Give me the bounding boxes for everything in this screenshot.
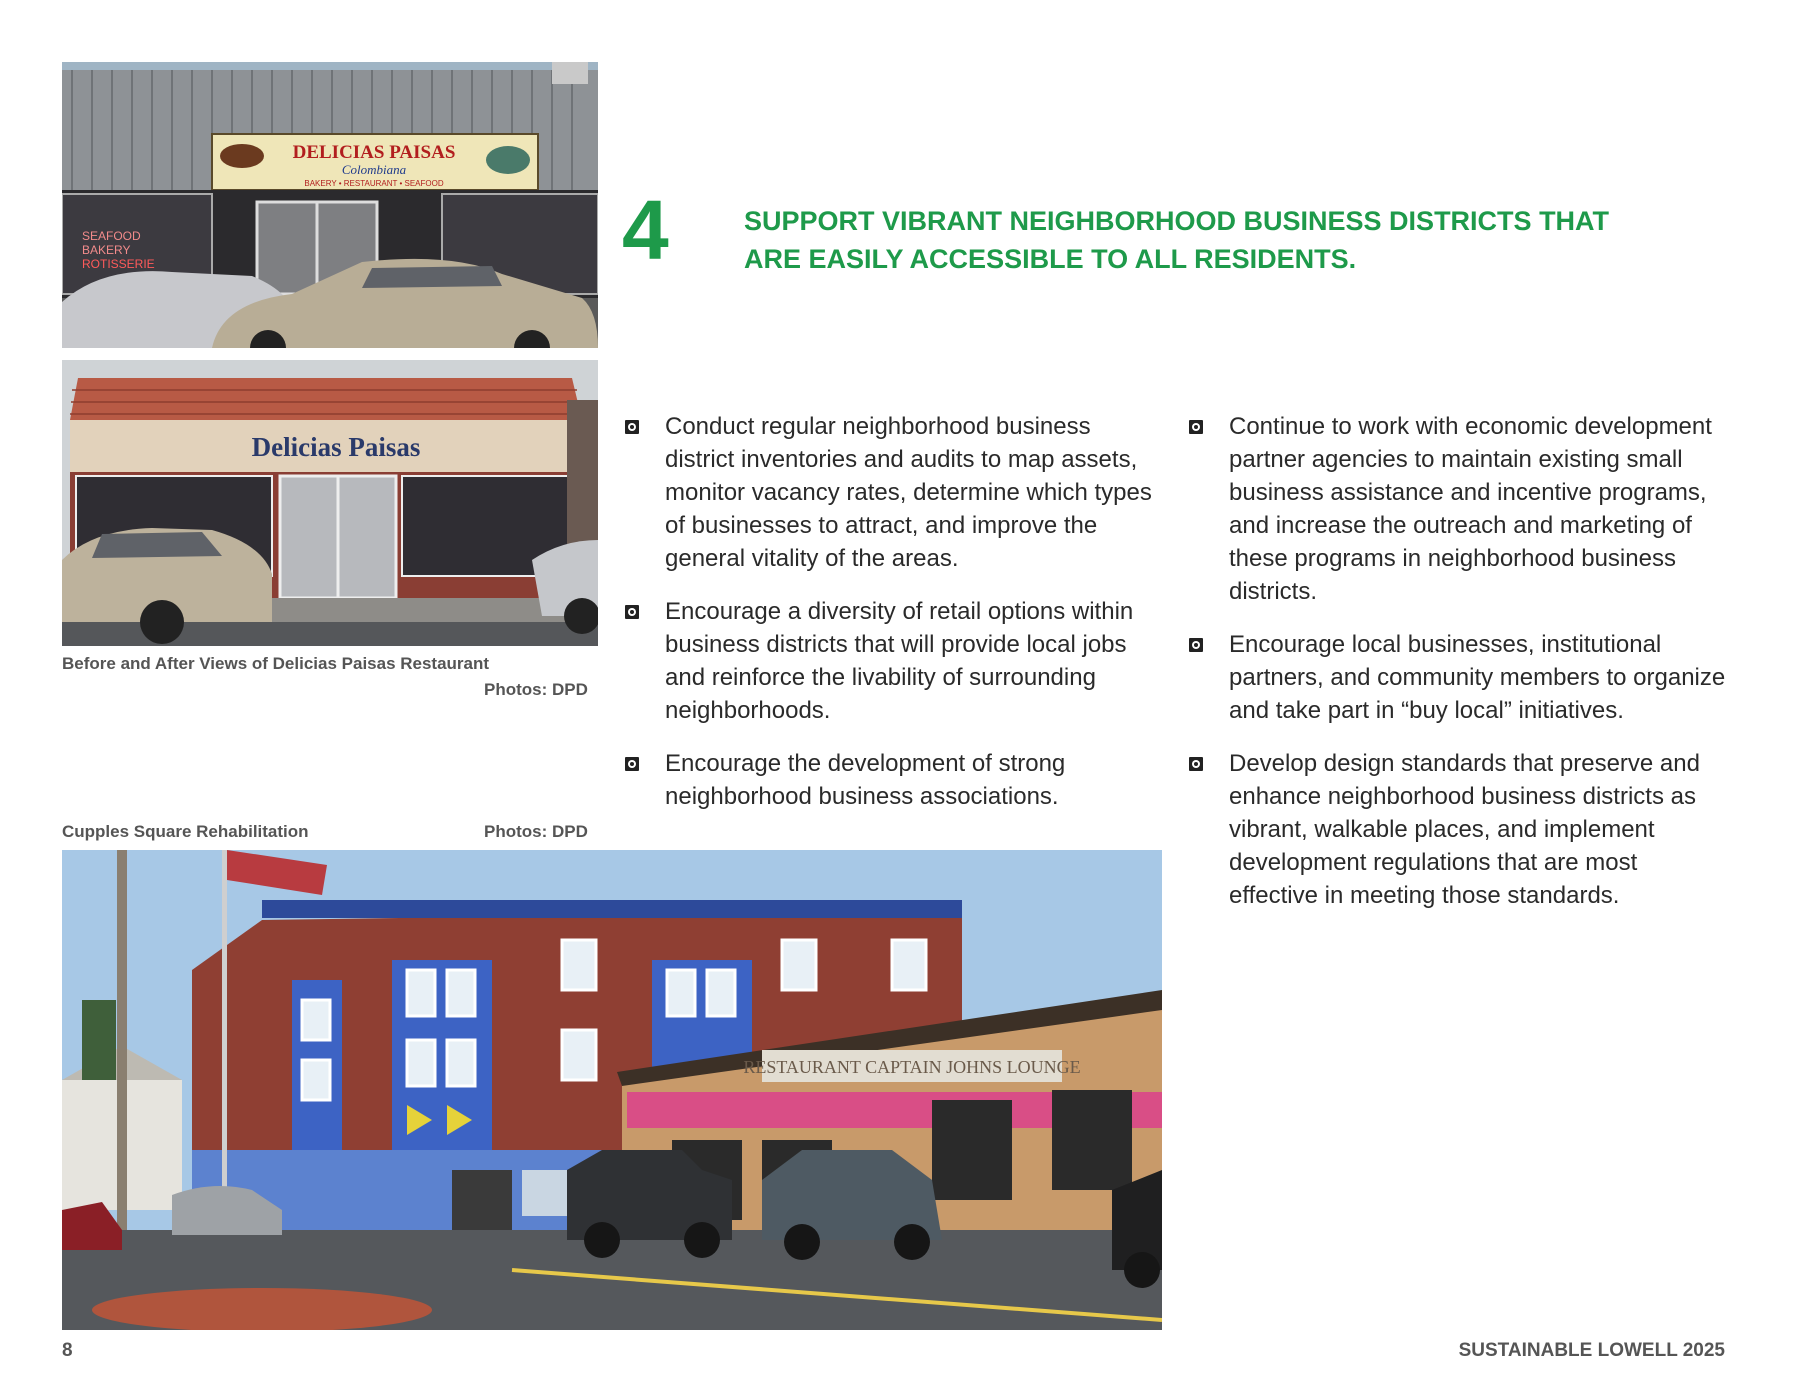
bullet-text: Conduct regular neighborhood business district inventories and audits to map assets, monitor vacancy rates, determine which types of businesses to attract, and improve the general vitality of the areas. [665, 413, 1152, 572]
bullet-item [1188, 410, 1728, 608]
square-bullet-icon [625, 605, 639, 619]
goal-title [744, 202, 1694, 278]
bullet-item [1188, 747, 1728, 912]
sign-text: Delicias Paisas [251, 432, 421, 462]
street-scene-illustration [62, 850, 1162, 1330]
svg-text:BAKERY: BAKERY [82, 243, 131, 257]
bullet-column-left [624, 410, 1154, 833]
storefront-after-illustration [62, 360, 598, 646]
square-bullet-icon [1189, 757, 1203, 771]
photo-cupples-square [62, 850, 1162, 1330]
caption-photo-credit: Photos: DPD [484, 680, 588, 699]
square-bullet-icon [1189, 638, 1203, 652]
bullet-item [1188, 628, 1728, 727]
lounge-sign-text: RESTAURANT CAPTAIN JOHNS LOUNGE [743, 1057, 1081, 1077]
page-number: 8 [62, 1340, 73, 1361]
svg-text:ROTISSERIE: ROTISSERIE [82, 257, 155, 271]
bullet-text: Encourage local businesses, institutional partners, and community members to organize and take part in “buy local” initiatives. [1229, 631, 1726, 724]
photo-delicias-after [62, 360, 598, 646]
square-bullet-icon [625, 757, 639, 771]
caption-before-after: Before and After Views of Delicias Paisas Restaurant [62, 654, 490, 673]
bullet-text: Develop design standards that preserve and enhance neighborhood business districts as vibrant, walkable places, and implement development regulations that are most effective in meeting those standards. [1229, 750, 1700, 909]
goal-number: 4 [622, 183, 669, 277]
bullet-text: Encourage the development of strong neighborhood business associations. [665, 750, 1066, 810]
square-bullet-icon [625, 420, 639, 434]
square-bullet-icon [1189, 420, 1203, 434]
bullet-text: Encourage a diversity of retail options within business districts that will provide local jobs and reinforce the livability of surrounding neighborhoods. [665, 598, 1134, 724]
goal-title-line-1: SUPPORT VIBRANT NEIGHBORHOOD BUSINESS DISTRICTS THAT [744, 206, 1610, 236]
bullet-item [624, 595, 1154, 727]
storefront-before-illustration [62, 62, 598, 348]
caption-photo-credit: Photos: DPD [484, 822, 588, 841]
bullet-column-right [1188, 410, 1728, 932]
bullet-text: Continue to work with economic development partner agencies to maintain existing small business assistance and incentive programs, and increase the outreach and marketing of these programs in neighborhood business districts. [1229, 413, 1712, 605]
caption-cupples-square: Cupples Square Rehabilitation [62, 822, 309, 841]
svg-text:Colombiana: Colombiana [341, 162, 407, 177]
publication-title: SUSTAINABLE LOWELL 2025 [1458, 1340, 1725, 1361]
svg-text:SEAFOOD: SEAFOOD [82, 229, 141, 243]
svg-text:BAKERY • RESTAURANT • SEAFOOD: BAKERY • RESTAURANT • SEAFOOD [304, 179, 444, 188]
sign-text: DELICIAS PAISAS [292, 142, 456, 163]
photo-delicias-before [62, 62, 598, 348]
goal-title-line-2: ARE EASILY ACCESSIBLE TO ALL RESIDENTS. [744, 244, 1357, 274]
bullet-item [624, 747, 1154, 813]
bullet-item [624, 410, 1154, 575]
